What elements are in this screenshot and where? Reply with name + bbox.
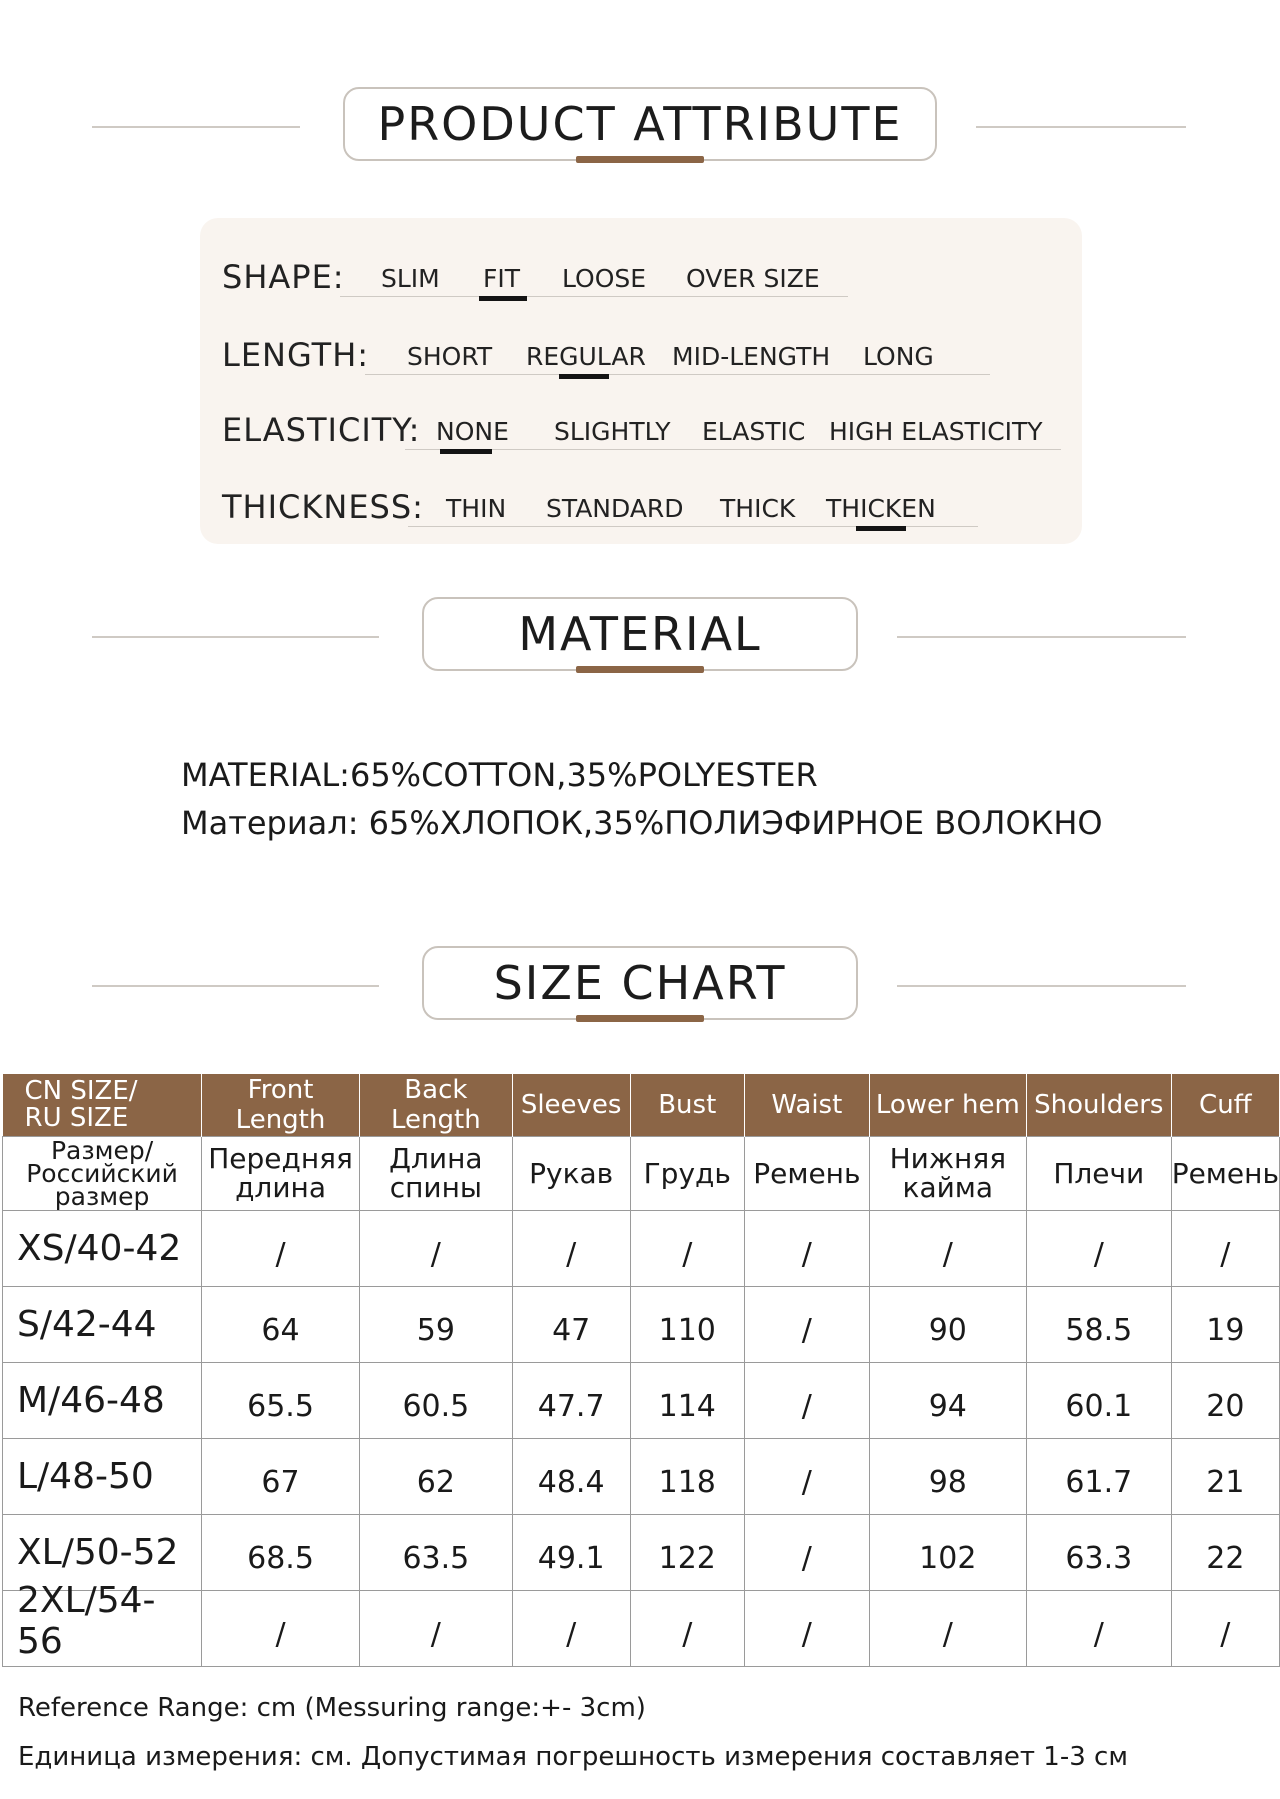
table-cell [745, 1362, 870, 1438]
cell-value: / [275, 1616, 286, 1652]
cell-value: / [801, 1616, 812, 1652]
cell-value: / [1220, 1616, 1231, 1652]
header-accent-bar [576, 156, 704, 163]
table-row [3, 1210, 1280, 1286]
cell-value: / [942, 1616, 953, 1652]
cell-value: / [801, 1464, 812, 1500]
table-header-cell: Waist [745, 1074, 870, 1136]
table-header-cell: Shoulders [1026, 1074, 1171, 1136]
size-label: XL/50-52 [17, 1531, 179, 1573]
attribute-row-elasticity [200, 391, 1082, 451]
table-cell [202, 1514, 360, 1590]
cell-value: 63.5 [402, 1540, 470, 1576]
table-cell [630, 1362, 745, 1438]
cell-value: / [682, 1616, 693, 1652]
cell-value: 110 [658, 1312, 716, 1348]
table-header-cell: CN SIZE/ RU SIZE [3, 1074, 202, 1136]
selected-marker [856, 526, 906, 531]
table-cell [869, 1590, 1026, 1666]
attribute-label: ELASTICITY: [222, 411, 421, 449]
cell-value: 58.5 [1065, 1312, 1133, 1348]
table-row [3, 1514, 1280, 1590]
cell-value: 114 [658, 1388, 716, 1424]
cell-value: 47.7 [537, 1388, 605, 1424]
attribute-option: ELASTIC [702, 417, 806, 446]
table-cell [630, 1590, 745, 1666]
header-rule-left [92, 126, 300, 128]
cell-value: 47 [552, 1312, 591, 1348]
cell-value: / [430, 1616, 441, 1652]
size-label-cell [3, 1438, 202, 1514]
table-cell [869, 1362, 1026, 1438]
cell-value: 65.5 [247, 1388, 314, 1424]
table-cell [869, 1210, 1026, 1286]
cell-value: / [566, 1616, 577, 1652]
selected-marker [479, 296, 527, 301]
cell-value: / [275, 1236, 286, 1272]
cell-value: / [1220, 1236, 1231, 1272]
header-pill [422, 597, 858, 671]
cell-value: 122 [658, 1540, 716, 1576]
cell-value: / [430, 1236, 441, 1272]
cell-value: / [801, 1312, 812, 1348]
table-cell [1026, 1438, 1171, 1514]
section-title: MATERIAL [518, 607, 762, 661]
attribute-option: SHORT [407, 342, 493, 371]
cell-value: 94 [928, 1388, 967, 1424]
header-pill [343, 87, 937, 161]
table-header-cell: Front Length [202, 1074, 360, 1136]
table-header-row-russian [3, 1136, 1280, 1210]
table-header-cell: Cuff [1171, 1074, 1279, 1136]
attribute-option: THICK [720, 494, 796, 523]
cell-value: / [801, 1540, 812, 1576]
table-row [3, 1590, 1280, 1666]
size-chart-table [2, 1074, 1280, 1667]
cell-value: 49.1 [537, 1540, 605, 1576]
cell-value: 67 [261, 1464, 300, 1500]
attribute-option-selected: REGULAR [526, 342, 646, 371]
table-cell [1026, 1210, 1171, 1286]
table-cell [630, 1210, 745, 1286]
cell-value: / [1093, 1236, 1104, 1272]
table-header-cell: Нижняя кайма [869, 1136, 1026, 1210]
table-cell [202, 1210, 360, 1286]
cell-value: 20 [1206, 1388, 1245, 1424]
cell-value: 21 [1206, 1464, 1245, 1500]
cell-value: 98 [928, 1464, 967, 1500]
table-cell [869, 1286, 1026, 1362]
table-header-row-english [3, 1074, 1280, 1136]
attribute-underline [365, 374, 990, 375]
size-label-cell [3, 1286, 202, 1362]
size-chart-header [0, 946, 1280, 1026]
table-cell [512, 1514, 630, 1590]
attribute-option: SLIM [381, 264, 440, 293]
size-label: M/46-48 [17, 1379, 165, 1421]
table-cell [745, 1286, 870, 1362]
table-cell [1026, 1590, 1171, 1666]
table-cell [630, 1514, 745, 1590]
cell-value: 60.1 [1065, 1388, 1133, 1424]
material-header [0, 597, 1280, 677]
material-russian: Материал: 65%ХЛОПОК,35%ПОЛИЭФИРНОЕ ВОЛОКНО [181, 804, 1103, 842]
attribute-option: STANDARD [546, 494, 684, 523]
table-row [3, 1286, 1280, 1362]
attribute-option: HIGH ELASTICITY [829, 417, 1043, 446]
product-attribute-header [0, 87, 1280, 167]
cell-value: / [801, 1236, 812, 1272]
table-cell [1026, 1286, 1171, 1362]
header-accent-bar [576, 1015, 704, 1022]
attribute-option-selected: NONE [436, 417, 509, 446]
attribute-panel [200, 218, 1082, 544]
table-cell [512, 1590, 630, 1666]
header-rule-left [92, 985, 379, 987]
table-cell [1171, 1438, 1279, 1514]
table-row [3, 1362, 1280, 1438]
size-label-cell [3, 1580, 202, 1666]
table-row [3, 1438, 1280, 1514]
cell-value: 90 [928, 1312, 967, 1348]
table-cell [359, 1286, 512, 1362]
table-cell [745, 1210, 870, 1286]
attribute-underline [340, 296, 848, 297]
table-cell [869, 1438, 1026, 1514]
table-cell [1171, 1286, 1279, 1362]
table-header-cell: Длина спины [359, 1136, 512, 1210]
size-label: S/42-44 [17, 1303, 157, 1345]
table-header-cell: Lower hem [869, 1074, 1026, 1136]
size-label-cell [3, 1362, 202, 1438]
table-header-cell: Рукав [512, 1136, 630, 1210]
table-header-cell: Грудь [630, 1136, 745, 1210]
table-cell [202, 1438, 360, 1514]
section-title: PRODUCT ATTRIBUTE [377, 97, 903, 151]
selected-marker [440, 449, 492, 454]
table-cell [1171, 1210, 1279, 1286]
table-cell [630, 1286, 745, 1362]
table-cell [630, 1438, 745, 1514]
reference-note-english: Reference Range: cm (Messuring range:+- 3cm) [18, 1693, 646, 1723]
cell-value: 118 [658, 1464, 716, 1500]
attribute-option: MID-LENGTH [672, 342, 831, 371]
header-accent-bar [576, 666, 704, 673]
header-rule-right [897, 636, 1186, 638]
table-cell [359, 1514, 512, 1590]
table-cell [512, 1286, 630, 1362]
cell-value: / [566, 1236, 577, 1272]
size-label: XS/40-42 [17, 1227, 182, 1269]
cell-value: / [801, 1388, 812, 1424]
selected-marker [559, 374, 609, 379]
attribute-option: THIN [446, 494, 507, 523]
attribute-option-selected: THICKEN [826, 494, 936, 523]
cell-value: 102 [919, 1540, 977, 1576]
attribute-row-shape [200, 238, 1082, 298]
header-pill [422, 946, 858, 1020]
cell-value: 48.4 [537, 1464, 605, 1500]
size-label: L/48-50 [17, 1455, 154, 1497]
attribute-row-length [200, 316, 1082, 376]
table-header-cell: Ремень [745, 1136, 870, 1210]
table-header-cell: Bust [630, 1074, 745, 1136]
attribute-label: SHAPE: [222, 258, 345, 296]
cell-value: 19 [1206, 1312, 1245, 1348]
header-rule-right [897, 985, 1186, 987]
table-cell [512, 1438, 630, 1514]
cell-value: 60.5 [402, 1388, 470, 1424]
table-cell [745, 1438, 870, 1514]
cell-value: 61.7 [1065, 1464, 1133, 1500]
cell-value: / [1093, 1616, 1104, 1652]
table-header-cell: Размер/ Российский размер [3, 1136, 202, 1210]
table-cell [359, 1210, 512, 1286]
table-header-cell: Плечи [1026, 1136, 1171, 1210]
table-cell [359, 1362, 512, 1438]
table-cell [1171, 1362, 1279, 1438]
table-cell [202, 1590, 360, 1666]
table-cell [359, 1590, 512, 1666]
table-cell [512, 1362, 630, 1438]
size-label: 2XL/54-56 [17, 1580, 156, 1662]
cell-value: 62 [416, 1464, 455, 1500]
cell-value: 63.3 [1065, 1540, 1133, 1576]
cell-value: / [942, 1236, 953, 1272]
attribute-option: LOOSE [562, 264, 647, 293]
table-cell [202, 1286, 360, 1362]
table-cell [745, 1514, 870, 1590]
table-header-cell: Передняя длина [202, 1136, 360, 1210]
attribute-option: LONG [863, 342, 934, 371]
attribute-option: OVER SIZE [686, 264, 820, 293]
table-cell [1171, 1514, 1279, 1590]
material-english: MATERIAL:65%COTTON,35%POLYESTER [181, 756, 818, 794]
cell-value: 64 [261, 1312, 300, 1348]
table-header-cell: Back Length [359, 1074, 512, 1136]
table-cell [359, 1438, 512, 1514]
table-cell [1171, 1590, 1279, 1666]
cell-value: 22 [1206, 1540, 1245, 1576]
table-cell [202, 1362, 360, 1438]
table-cell [745, 1590, 870, 1666]
header-rule-right [976, 126, 1186, 128]
attribute-label: THICKNESS: [222, 488, 424, 526]
cell-value: / [682, 1236, 693, 1272]
table-cell [869, 1514, 1026, 1590]
reference-note-russian: Единица измерения: см. Допустимая погрешность измерения составляет 1-3 см [18, 1742, 1128, 1772]
table-cell [1026, 1514, 1171, 1590]
table-cell [1026, 1362, 1171, 1438]
header-rule-left [92, 636, 379, 638]
attribute-label: LENGTH: [222, 336, 370, 374]
table-header-cell: Ремень [1171, 1136, 1279, 1210]
table-header-cell: Sleeves [512, 1074, 630, 1136]
size-label-cell [3, 1514, 202, 1590]
cell-value: 59 [416, 1312, 455, 1348]
attribute-option: SLIGHTLY [554, 417, 671, 446]
attribute-underline [405, 449, 1061, 450]
table-cell [512, 1210, 630, 1286]
attribute-option-selected: FIT [483, 264, 521, 293]
attribute-row-thickness [200, 468, 1082, 528]
size-label-cell [3, 1210, 202, 1286]
cell-value: 68.5 [247, 1540, 314, 1576]
section-title: SIZE CHART [493, 956, 787, 1010]
